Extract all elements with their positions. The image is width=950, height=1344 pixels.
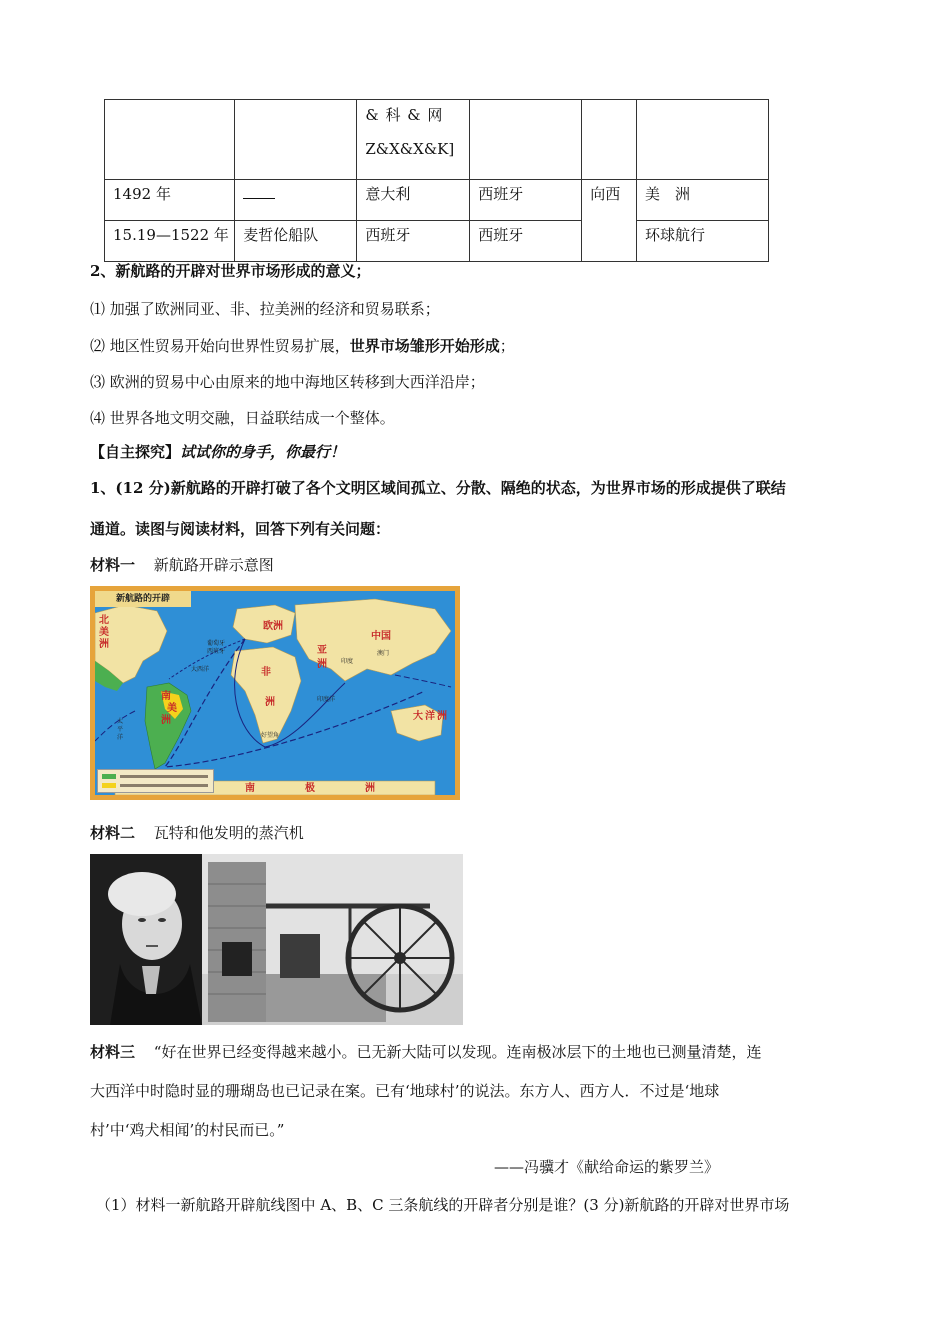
map-label: 洲	[437, 711, 447, 722]
map-label: 洲	[265, 697, 275, 708]
map-label: 印度	[341, 659, 354, 665]
map-title: 新航路的开辟	[95, 591, 191, 607]
legend-swatch	[102, 783, 116, 788]
point-2-end: ；	[499, 337, 515, 355]
map-label: 南	[161, 691, 171, 702]
material-3-line1	[90, 1041, 870, 1062]
table-cell	[470, 100, 582, 180]
map-label: 美	[167, 703, 177, 714]
map-label: 北	[99, 615, 109, 626]
table-cell	[235, 100, 357, 180]
voyages-table	[104, 99, 769, 262]
map-label: 中国	[371, 631, 391, 642]
table-cell	[636, 100, 768, 180]
cell-text: Z&X&X&K]	[365, 140, 455, 158]
point-2-emphasis: 世界市场雏形开始形成	[349, 337, 500, 355]
new-routes-map	[90, 586, 460, 800]
map-label: 澳门	[377, 651, 390, 657]
legend-swatch	[102, 774, 116, 779]
map-label: 非	[261, 667, 271, 678]
country-cell: 西班牙	[357, 221, 470, 262]
material-title: 瓦特和他发明的蒸汽机	[153, 824, 304, 842]
map-label: 太	[117, 719, 124, 725]
table-row	[105, 100, 769, 180]
map-label: 极	[305, 783, 315, 794]
point-1: ⑴ 加强了欧洲同亚、非、拉美洲的经济和贸易联系；	[90, 300, 440, 318]
year-cell: 1492 年	[105, 180, 235, 221]
map-label: 洲	[161, 715, 171, 726]
material-1-caption	[90, 554, 274, 575]
material-label: 材料二	[90, 824, 136, 842]
map-label: 欧洲	[263, 621, 283, 632]
point-4: ⑷ 世界各地文明交融，日益联结成一个整体。	[90, 409, 395, 427]
map-label: 美	[99, 627, 109, 638]
map-label: 好望角	[261, 733, 280, 739]
fleet-cell: 麦哲伦船队	[235, 221, 357, 262]
material-label: 材料三	[90, 1043, 136, 1061]
map-ocean	[95, 591, 455, 795]
sponsor-cell: 西班牙	[470, 221, 582, 262]
map-label: 平	[117, 727, 124, 733]
table-row	[105, 180, 769, 221]
map-drawing	[95, 591, 455, 795]
sub-question-1: （1）材料一新航路开辟航线图中 A、B、C 三条航线的开辟者分别是谁？(3 分)新航路的开辟对世界市场	[96, 1196, 790, 1214]
point-2	[90, 335, 515, 356]
legend-text	[120, 775, 208, 778]
material-3-line2: 大西洋中时隐时显的珊瑚岛也已记录在案。已有‘地球村’的说法。东方人、西方人．不过是‘地球	[90, 1082, 720, 1100]
fill-blank-cell	[235, 180, 357, 221]
map-legend	[97, 769, 214, 793]
direction-cell: 向西	[582, 180, 637, 262]
material-3-line3: 村’中‘鸡犬相闻’的村民而已。”	[90, 1121, 285, 1139]
map-label: 南	[245, 783, 255, 794]
legend-text	[120, 784, 208, 787]
map-label: 亚	[317, 645, 327, 656]
table-cell	[357, 100, 470, 180]
year-cell: 15.19—1522 年	[105, 221, 235, 262]
point-2-text: ⑵ 地区性贸易开始向世界性贸易扩展，	[90, 337, 350, 355]
material-2-caption	[90, 822, 304, 843]
table-cell	[582, 100, 637, 180]
table-cell	[105, 100, 235, 180]
map-label: 葡萄牙	[207, 641, 226, 647]
point-3: ⑶ 欧洲的贸易中心由原来的地中海地区转移到大西洋沿岸；	[90, 373, 485, 391]
map-label: 大西洋	[191, 667, 210, 673]
watt-steam-engine-photo	[90, 854, 463, 1025]
map-label: 印度洋	[317, 697, 336, 703]
question-intro-line2: 通道。读图与阅读材料，回答下列有关问题：	[90, 520, 391, 538]
map-label: 洲	[99, 639, 109, 650]
material-label: 材料一	[90, 556, 136, 574]
map-label: 大	[413, 711, 423, 722]
map-label: 洲	[317, 659, 327, 670]
explore-heading	[90, 441, 345, 462]
map-label: 西班牙	[207, 649, 226, 655]
cell-text: & 科 & 网	[365, 106, 444, 124]
country-cell: 意大利	[357, 180, 470, 221]
destination-cell: 环球航行	[636, 221, 768, 262]
question-intro-line1: 1、(12 分)新航路的开辟打破了各个文明区域间孤立、分散、隔绝的状态，为世界市场的形成提供了联结	[90, 479, 786, 497]
photo-drawing	[90, 854, 463, 1025]
destination-cell: 美 洲	[636, 180, 768, 221]
map-label: 洲	[365, 783, 375, 794]
quote-text: “好在世界已经变得越来越小。已无新大陆可以发现。连南极冰层下的土地也已测量清楚，连	[153, 1043, 762, 1061]
explore-bracket: 【自主探究】	[90, 443, 181, 461]
section-heading: 2、新航路的开辟对世界市场形成的意义；	[90, 262, 371, 280]
answer-blank	[243, 186, 275, 199]
quote-source: ——冯骥才《献给命运的紫罗兰》	[494, 1158, 720, 1176]
material-title: 新航路开辟示意图	[153, 556, 274, 574]
map-label: 洋	[425, 711, 435, 722]
sponsor-cell: 西班牙	[470, 180, 582, 221]
map-label: 洋	[117, 735, 124, 741]
table-row	[105, 221, 769, 262]
explore-slogan: 试试你的身手，你最行！	[180, 443, 346, 461]
